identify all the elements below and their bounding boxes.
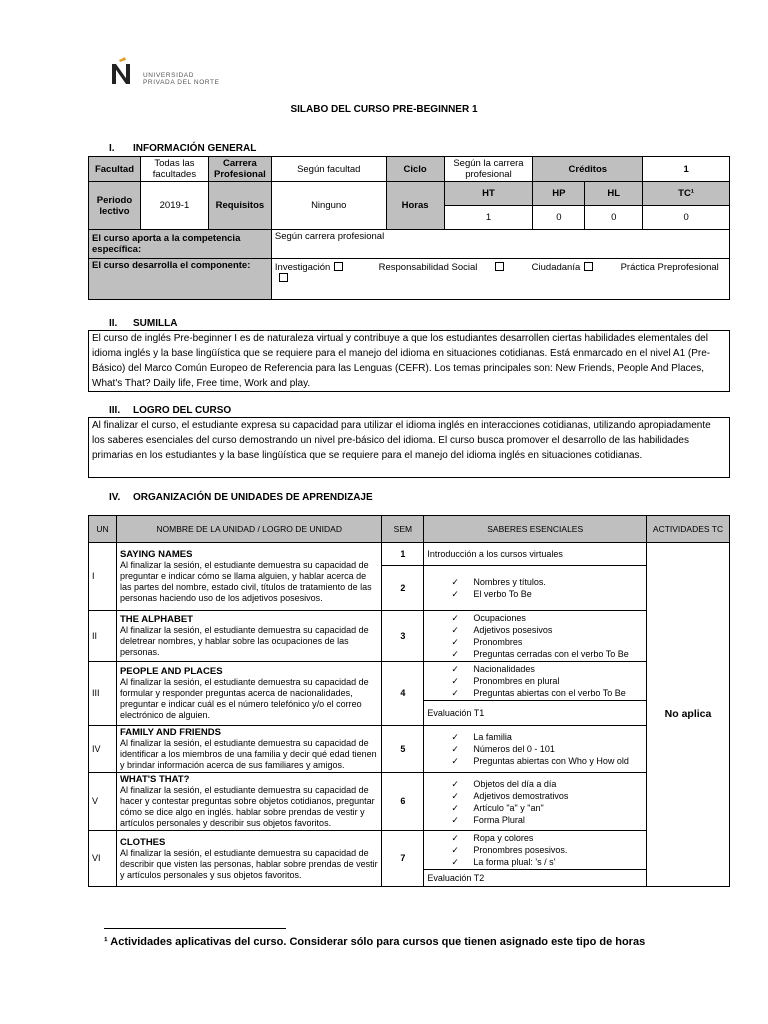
- university-logo: [109, 56, 229, 90]
- saberes-cell: [424, 773, 647, 831]
- table-row: [89, 773, 730, 831]
- list-item: ✓ Pronombres: [451, 636, 643, 648]
- unit-number: I: [89, 543, 117, 611]
- logo-line-2: PRIVADA DEL NORTE: [143, 79, 220, 86]
- list-item: ✓ Forma Plural: [451, 814, 643, 826]
- comp-responsabilidad: Responsabilidad Social: [378, 262, 478, 273]
- unit-description: Al finalizar la sesión, el estudiante demuestra su capacidad de formular y responder preguntas acerca de nacionalidades, preguntar e indicar cuál es el número telefónico y/o el correo electrónico de alguien.: [119, 677, 369, 720]
- saberes-list: [427, 731, 643, 767]
- section-3-number: III.: [109, 405, 121, 416]
- unit-title: THE ALPHABET: [119, 614, 193, 625]
- list-item: ✓ Pronombres posesivos.: [451, 844, 643, 856]
- unit-number: III: [89, 662, 117, 726]
- sem-number: 5: [382, 726, 424, 773]
- requisitos-value: Ninguno: [271, 182, 386, 230]
- desarrolla-label: El curso desarrolla el componente:: [89, 259, 272, 300]
- list-item: ✓ Ropa y colores: [451, 832, 643, 844]
- saberes-list: [427, 576, 643, 600]
- sem-number: 3: [382, 611, 424, 662]
- list-item: ✓ Adjetivos demostrativos: [451, 790, 643, 802]
- unit-number: IV: [89, 726, 117, 773]
- componentes-cell: [271, 259, 729, 300]
- header-saberes: SABERES ESENCIALES: [424, 516, 647, 543]
- hp-value: 0: [533, 206, 585, 230]
- ht-label: HT: [444, 182, 533, 206]
- sumilla-box: El curso de inglés Pre-beginner I es de naturaleza virtual y contribuye a que los estudiantes desarrollen ciertas habilidades elementales del idioma inglés y la base lingüística que se requiere para el manejo del idioma en situaciones cotidianas. Está enmarcado en el nivel A1 (Pre-Básico) del Marco Común Europeo de Referencia para las Lenguas (CEFR). Los temas principales son: New Friends, People And Places, What's That? Daily life, Free time, Work and play.: [88, 330, 730, 392]
- section-3-label: LOGRO DEL CURSO: [133, 405, 232, 416]
- unit-title: SAYING NAMES: [119, 549, 193, 560]
- saberes-cell: [424, 566, 647, 611]
- section-2-title: [109, 318, 177, 329]
- table-row: [89, 543, 730, 566]
- unit-cell: [116, 543, 381, 611]
- sem-number: 2: [382, 566, 424, 611]
- comp-ciudadania: Ciudadanía: [531, 262, 581, 273]
- saberes-cell: [424, 831, 647, 870]
- unit-number: V: [89, 773, 117, 831]
- header-nombre: NOMBRE DE LA UNIDAD / LOGRO DE UNIDAD: [116, 516, 381, 543]
- units-table: [88, 515, 730, 887]
- logo-text: [143, 72, 220, 86]
- comp-practica: Práctica Preprofesional: [620, 262, 719, 273]
- no-aplica-cell: No aplica: [647, 543, 730, 887]
- unit-description: Al finalizar la sesión, el estudiante demuestra su capacidad de describir que visten las personas, hablar sobre prendas de vestir y artículos personales y sus objetos favoritos.: [119, 847, 378, 880]
- unit-description: Al finalizar la sesión, el estudiante demuestra su capacidad de preguntar e indicar cómo se llama alguien, y hablar acerca de las partes del nombre, estado civil, títulos de tratamiento de las personas haciendo uso de los adjetivos posesivos.: [119, 560, 372, 603]
- list-item: ✓ Preguntas abiertas con el verbo To Be: [451, 687, 643, 699]
- section-2-label: SUMILLA: [133, 318, 178, 329]
- section-4-number: IV.: [109, 492, 121, 503]
- saberes-cell: [424, 611, 647, 662]
- carrera-label: Carrera Profesional: [208, 157, 271, 182]
- hl-value: 0: [585, 206, 643, 230]
- aporta-value: Según carrera profesional: [271, 230, 729, 259]
- sem-number: 6: [382, 773, 424, 831]
- unit-cell: [116, 773, 381, 831]
- periodo-label: Periodo lectivo: [89, 182, 141, 230]
- logro-box: Al finalizar el curso, el estudiante expresa su capacidad para utilizar el idioma inglés en interacciones cotidianas, utilizando apropiadamente los saberes esenciales del curso demostrando un nivel pre-básico del idioma. El curso busca promover el desarrollo de las habilidades primarias en los estudiantes y la base lingüística que se requiere para el manejo del idioma inglés en situaciones cotidianas.: [88, 417, 730, 478]
- checkbox-responsabilidad[interactable]: [495, 262, 504, 271]
- list-item: ✓ Pronombres en plural: [451, 675, 643, 687]
- unit-number: VI: [89, 831, 117, 887]
- requisitos-label: Requisitos: [208, 182, 271, 230]
- list-item: ✓ Nombres y títulos.: [451, 576, 643, 588]
- ht-value: 1: [444, 206, 533, 230]
- sem-number: 1: [382, 543, 424, 566]
- evaluation-label: Evaluación T1: [424, 701, 647, 726]
- creditos-label: Créditos: [533, 157, 643, 182]
- list-item: ✓ El verbo To Be: [451, 588, 643, 600]
- tc-label: TC¹: [643, 182, 730, 206]
- unit-description: Al finalizar la sesión, el estudiante demuestra su capacidad de identificar a los miembros de una familia y decir qué edad tienen y brindar información acerca de sus familiares y amigos.: [119, 738, 377, 770]
- ciclo-label: Ciclo: [386, 157, 444, 182]
- list-item: ✓ Nacionalidades: [451, 663, 643, 675]
- header-sem: SEM: [382, 516, 424, 543]
- unit-title: PEOPLE AND PLACES: [119, 666, 223, 677]
- list-item: ✓ Artículo "a" y "an": [451, 802, 643, 814]
- table-row: [89, 726, 730, 773]
- tc-value: 0: [643, 206, 730, 230]
- list-item: ✓ Adjetivos posesivos: [451, 624, 643, 636]
- facultad-value: Todas las facultades: [140, 157, 208, 182]
- saberes-list: [427, 832, 643, 868]
- saberes-list: [427, 778, 643, 826]
- saberes-list: [427, 612, 643, 660]
- hl-label: HL: [585, 182, 643, 206]
- creditos-value: 1: [643, 157, 730, 182]
- header-actividades: ACTIVIDADES TC: [647, 516, 730, 543]
- section-4-title: [109, 492, 373, 503]
- section-2-number: II.: [109, 318, 118, 329]
- list-item: ✓ Preguntas cerradas con el verbo To Be: [451, 648, 643, 660]
- saberes-list: [427, 663, 643, 699]
- comp-investigacion: Investigación: [274, 262, 331, 273]
- carrera-value: Según facultad: [271, 157, 386, 182]
- hp-label: HP: [533, 182, 585, 206]
- checkbox-investigacion[interactable]: [334, 262, 343, 271]
- unit-cell: [116, 611, 381, 662]
- table-row: [89, 611, 730, 662]
- unit-title: CLOTHES: [119, 836, 166, 848]
- sem-number: 4: [382, 662, 424, 726]
- logo-mark-icon: [109, 56, 135, 86]
- document-title: SILABO DEL CURSO PRE-BEGINNER 1: [290, 104, 478, 115]
- saberes-cell: [424, 662, 647, 701]
- unit-cell: [116, 726, 381, 773]
- sem-number: 7: [382, 831, 424, 887]
- table-row: [89, 831, 730, 870]
- footnote: ¹ Actividades aplicativas del curso. Considerar sólo para cursos que tienen asignado este tipo de horas: [104, 936, 646, 948]
- section-1-title: [109, 143, 256, 154]
- header-un: UN: [89, 516, 117, 543]
- horas-label: Horas: [386, 182, 444, 230]
- aporta-label: El curso aporta a la competencia específica:: [89, 230, 272, 259]
- table-row: [89, 662, 730, 701]
- list-item: ✓ Números del 0 - 101: [451, 743, 643, 755]
- list-item: ✓ Ocupaciones: [451, 612, 643, 624]
- unit-description: Al finalizar la sesión, el estudiante demuestra su capacidad de hacer y contestar preguntas sobre objetos cotidianos, preguntar cómo se dice algo en inglés. hablar sobre prendas de vestir y artículos personales y describir sus objetos favoritos.: [119, 785, 375, 828]
- checkbox-practica[interactable]: [279, 273, 288, 282]
- unit-title: WHAT'S THAT?: [119, 774, 190, 785]
- unit-description: Al finalizar la sesión, el estudiante demuestra su capacidad de deletrear nombres, y hablar sobre las ocupaciones de las personas.: [119, 625, 369, 657]
- unit-number: II: [89, 611, 117, 662]
- unit-cell: [116, 831, 381, 887]
- list-item: ✓ La familia: [451, 731, 643, 743]
- list-item: ✓ Preguntas abiertas con Who y How old: [451, 755, 643, 767]
- unit-cell: [116, 662, 381, 726]
- section-3-title: [109, 405, 231, 416]
- section-4-label: ORGANIZACIÓN DE UNIDADES DE APRENDIZAJE: [133, 492, 373, 503]
- periodo-value: 2019-1: [140, 182, 208, 230]
- unit-title: FAMILY AND FRIENDS: [119, 727, 221, 738]
- ciclo-value: Según la carrera profesional: [444, 157, 533, 182]
- section-1-number: I.: [109, 143, 115, 154]
- list-item: ✓ La forma plual: 's / s': [451, 856, 643, 868]
- list-item: ✓ Objetos del día a día: [451, 778, 643, 790]
- section-1-label: INFORMACIÓN GENERAL: [133, 143, 257, 154]
- evaluation-label: Evaluación T2: [424, 870, 647, 887]
- saber-intro: Introducción a los cursos virtuales: [424, 543, 647, 566]
- logo-line-1: UNIVERSIDAD: [143, 72, 195, 79]
- general-info-table: [88, 156, 730, 300]
- facultad-label: Facultad: [89, 157, 141, 182]
- checkbox-ciudadania[interactable]: [584, 262, 593, 271]
- saberes-cell: [424, 726, 647, 773]
- footnote-divider: [104, 928, 286, 929]
